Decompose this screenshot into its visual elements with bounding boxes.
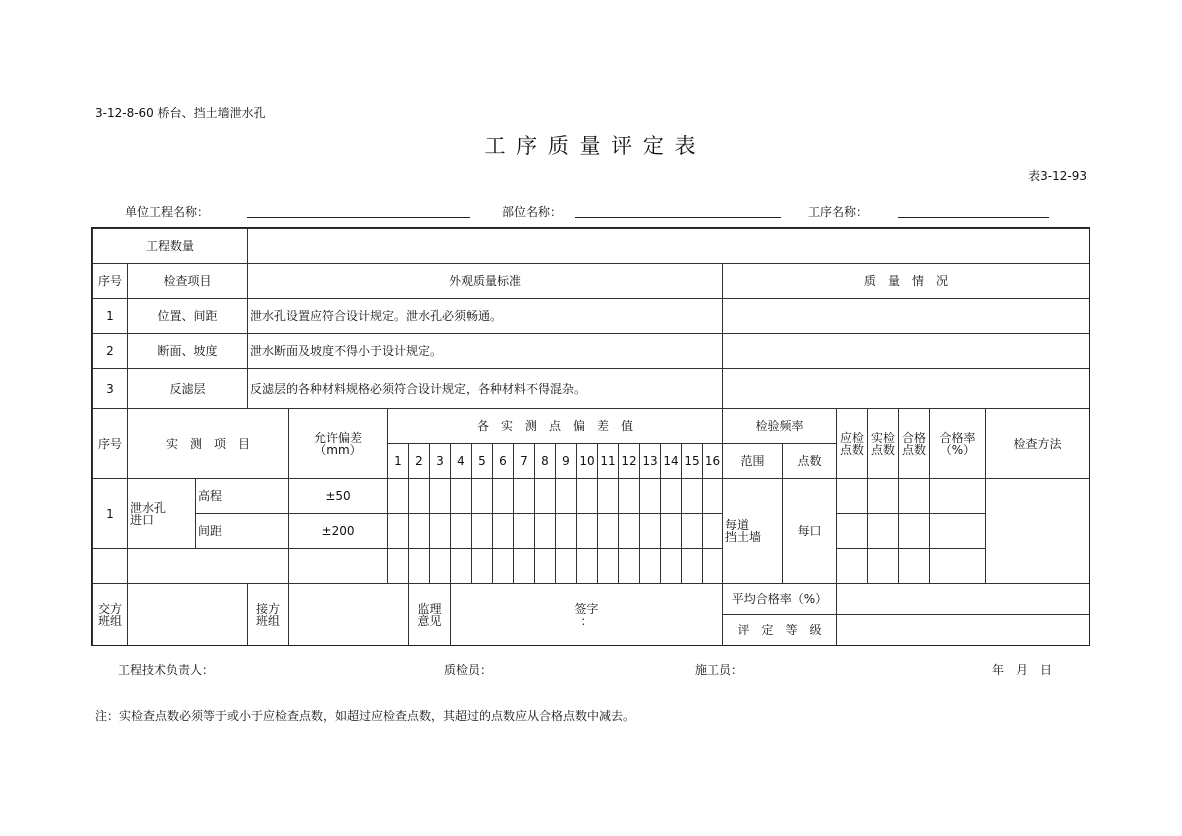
count-cell[interactable] xyxy=(929,513,986,549)
process-name-label: 工序名称： xyxy=(808,205,869,219)
point-number-header-text: 13 xyxy=(642,454,658,468)
supervisor-sign-cell-text: 签字 ： xyxy=(574,601,599,628)
point-number-header-text: 12 xyxy=(621,454,637,468)
appearance-seq-text: 1 xyxy=(106,309,114,323)
inspector-label: 质检员： xyxy=(444,663,493,677)
deviation-header xyxy=(387,408,723,444)
deviation-cell[interactable] xyxy=(450,513,472,549)
point-number-header xyxy=(639,443,661,479)
deviation-cell[interactable] xyxy=(576,513,598,549)
deviation-cell[interactable] xyxy=(387,478,409,514)
point-number-header xyxy=(597,443,619,479)
point-number-header-text: 7 xyxy=(520,454,528,468)
point-number-header-text: 9 xyxy=(562,454,570,468)
measure-item xyxy=(195,513,289,549)
avg-pass-rate-value[interactable] xyxy=(836,583,1090,615)
deviation-cell[interactable] xyxy=(408,478,430,514)
deviation-cell[interactable] xyxy=(618,548,640,584)
deviation-cell[interactable] xyxy=(597,513,619,549)
deviation-cell[interactable] xyxy=(471,513,493,549)
point-number-header xyxy=(576,443,598,479)
measure-item-header xyxy=(127,408,289,479)
deviation-cell[interactable] xyxy=(597,478,619,514)
count-cell[interactable] xyxy=(867,513,899,549)
point-count-header xyxy=(782,443,837,479)
deviation-cell[interactable] xyxy=(576,478,598,514)
point-number-header-text: 3 xyxy=(436,454,444,468)
measure-group-text: 泄水孔 进口 xyxy=(130,500,167,527)
appearance-standard xyxy=(247,298,723,334)
count-cell[interactable] xyxy=(836,478,868,514)
point-number-header-text: 14 xyxy=(663,454,679,468)
deviation-cell[interactable] xyxy=(555,513,577,549)
point-number-header xyxy=(471,443,493,479)
tolerance-value-text: ±50 xyxy=(325,489,351,503)
avg-pass-rate-label xyxy=(722,583,837,615)
supervisor-label-text: 监理 意见 xyxy=(417,601,442,628)
measure-seq-empty xyxy=(92,548,128,584)
count-cell[interactable] xyxy=(867,548,899,584)
appearance-standard-text: 泄水断面及坡度不得小于设计规定。 xyxy=(250,344,443,358)
freq-points-text: 每口 xyxy=(797,524,822,538)
deviation-header-text: 各 实 测 点 偏 差 值 xyxy=(476,419,633,433)
appearance-standard-text: 泄水孔设置应符合设计规定。泄水孔必须畅通。 xyxy=(250,309,503,323)
tolerance-value xyxy=(288,513,388,549)
deviation-cell[interactable] xyxy=(618,513,640,549)
receiver-cell[interactable] xyxy=(288,583,409,646)
deviation-cell[interactable] xyxy=(429,548,451,584)
point-number-header xyxy=(555,443,577,479)
measure-item xyxy=(195,478,289,514)
point-number-header xyxy=(681,443,703,479)
tech-lead-label: 工程技术负责人： xyxy=(118,663,215,677)
appearance-seq xyxy=(92,333,128,369)
grade-label-text: 评 定 等 级 xyxy=(737,623,822,637)
point-number-header-text: 2 xyxy=(415,454,423,468)
pass-points-header-text: 合格 点数 xyxy=(901,430,926,457)
quality-status-cell[interactable] xyxy=(722,333,1090,369)
seq-header xyxy=(92,263,128,299)
supervisor-label xyxy=(408,583,451,646)
receiver-label-text: 接方 班组 xyxy=(255,601,280,628)
quality-status-header xyxy=(722,263,1090,299)
process-name-field[interactable] xyxy=(898,217,1049,218)
tolerance-header xyxy=(288,408,388,479)
deviation-cell[interactable] xyxy=(555,548,577,584)
deviation-cell[interactable] xyxy=(534,478,556,514)
tolerance-value xyxy=(288,478,388,514)
count-cell[interactable] xyxy=(836,513,868,549)
deviation-cell[interactable] xyxy=(450,478,472,514)
deviation-cell[interactable] xyxy=(639,513,661,549)
quality-status-header-text: 质 量 情 况 xyxy=(863,274,948,288)
freq-points xyxy=(782,478,837,584)
deviation-cell[interactable] xyxy=(492,513,514,549)
range-header xyxy=(722,443,783,479)
appearance-item-text: 位置、间距 xyxy=(157,309,218,323)
quantity-label xyxy=(92,228,248,264)
point-number-header-text: 6 xyxy=(499,454,507,468)
deviation-cell[interactable] xyxy=(513,513,535,549)
point-number-header-text: 8 xyxy=(541,454,549,468)
deviation-cell[interactable] xyxy=(408,548,430,584)
appearance-item-text: 断面、坡度 xyxy=(157,344,218,358)
point-number-header xyxy=(534,443,556,479)
quantity-label-text: 工程数量 xyxy=(145,239,194,253)
deviation-cell[interactable] xyxy=(597,548,619,584)
point-number-header xyxy=(702,443,723,479)
actual-check-header xyxy=(867,408,899,479)
measure-seq xyxy=(92,478,128,549)
seq-header-text: 序号 xyxy=(97,274,122,288)
appearance-seq-text: 2 xyxy=(106,344,114,358)
count-cell[interactable] xyxy=(929,548,986,584)
count-cell[interactable] xyxy=(898,513,930,549)
deviation-cell[interactable] xyxy=(681,548,703,584)
freq-range xyxy=(722,478,783,584)
deviation-cell[interactable] xyxy=(513,548,535,584)
point-number-header xyxy=(660,443,682,479)
count-cell[interactable] xyxy=(836,548,868,584)
count-cell[interactable] xyxy=(898,548,930,584)
deviation-cell[interactable] xyxy=(450,548,472,584)
appearance-standard-text: 反滤层的各种材料规格必须符合设计规定，各种材料不得混杂。 xyxy=(250,381,587,396)
range-header-text: 范围 xyxy=(740,454,765,468)
deviation-cell[interactable] xyxy=(702,548,723,584)
quality-status-cell[interactable] xyxy=(722,368,1090,409)
should-check-header-text: 应检 点数 xyxy=(839,430,864,457)
point-number-header-text: 1 xyxy=(394,454,402,468)
point-number-header-text: 11 xyxy=(600,454,616,468)
handover-cell[interactable] xyxy=(127,583,248,646)
deviation-cell[interactable] xyxy=(408,513,430,549)
measure-item-text: 间距 xyxy=(198,524,223,538)
freq-header xyxy=(722,408,837,444)
appearance-standard-header xyxy=(247,263,723,299)
freq-header-text: 检验频率 xyxy=(755,419,804,433)
handover-label xyxy=(92,583,128,646)
count-cell[interactable] xyxy=(898,478,930,514)
receiver-label xyxy=(247,583,289,646)
point-number-header-text: 5 xyxy=(478,454,486,468)
point-number-header-text: 4 xyxy=(457,454,465,468)
appearance-seq xyxy=(92,368,128,409)
deviation-cell[interactable] xyxy=(639,548,661,584)
appearance-item xyxy=(127,333,248,369)
deviation-cell[interactable] xyxy=(429,513,451,549)
point-number-header xyxy=(387,443,409,479)
measure-seq-header xyxy=(92,408,128,479)
supervisor-sign-cell[interactable] xyxy=(450,583,723,646)
deviation-cell[interactable] xyxy=(702,513,723,549)
deviation-cell[interactable] xyxy=(555,478,577,514)
measure-seq-header-text: 序号 xyxy=(97,436,122,451)
quantity-value-cell[interactable] xyxy=(247,228,1090,264)
deviation-cell[interactable] xyxy=(387,513,409,549)
deviation-cell[interactable] xyxy=(471,478,493,514)
count-cell[interactable] xyxy=(929,478,986,514)
measure-item-header-text: 实 测 项 目 xyxy=(165,436,250,451)
point-number-header xyxy=(450,443,472,479)
avg-pass-rate-label-text: 平均合格率（%） xyxy=(731,592,828,606)
appearance-item xyxy=(127,368,248,409)
pass-points-header xyxy=(898,408,930,479)
deviation-cell[interactable] xyxy=(471,548,493,584)
appearance-item xyxy=(127,298,248,334)
unit-project-field[interactable] xyxy=(247,217,470,218)
appearance-item-text: 反滤层 xyxy=(169,381,206,396)
constructor-label: 施工员： xyxy=(695,663,744,677)
note: 注：实检查点数必须等于或小于应检查点数，如超过应检查点数，其超过的点数应从合格点数中减去。 xyxy=(95,709,636,723)
appearance-standard-header-text: 外观质量标准 xyxy=(448,274,521,288)
appearance-standard xyxy=(247,368,723,409)
point-number-header xyxy=(408,443,430,479)
deviation-cell[interactable] xyxy=(618,478,640,514)
point-number-header-text: 10 xyxy=(579,454,595,468)
point-number-header xyxy=(429,443,451,479)
appearance-seq xyxy=(92,298,128,334)
check-item-header xyxy=(127,263,248,299)
method-header-text: 检查方法 xyxy=(1013,436,1062,451)
grade-label xyxy=(722,614,837,646)
tolerance-empty[interactable] xyxy=(288,548,388,584)
deviation-cell[interactable] xyxy=(387,548,409,584)
deviation-cell[interactable] xyxy=(513,478,535,514)
deviation-cell[interactable] xyxy=(660,513,682,549)
point-number-header-text: 16 xyxy=(704,454,721,468)
deviation-cell[interactable] xyxy=(429,478,451,514)
unit-project-label: 单位工程名称： xyxy=(125,205,210,219)
tolerance-value-text: ±200 xyxy=(321,524,355,538)
deviation-cell[interactable] xyxy=(492,548,514,584)
count-cell[interactable] xyxy=(867,478,899,514)
measure-group xyxy=(127,478,196,549)
deviation-cell[interactable] xyxy=(681,513,703,549)
deviation-cell[interactable] xyxy=(702,478,723,514)
date-label: 年 月 日 xyxy=(992,663,1053,677)
point-number-header xyxy=(618,443,640,479)
pass-rate-header xyxy=(929,408,986,479)
actual-check-header-text: 实检 点数 xyxy=(870,430,895,457)
deviation-cell[interactable] xyxy=(660,548,682,584)
method-cell[interactable] xyxy=(985,478,1090,584)
quality-status-cell[interactable] xyxy=(722,298,1090,334)
deviation-cell[interactable] xyxy=(576,548,598,584)
check-item-header-text: 检查项目 xyxy=(163,274,212,288)
method-header xyxy=(985,408,1090,479)
form-code: 3-12-8-60 桥台、挡土墙泄水孔 xyxy=(95,106,266,120)
handover-label-text: 交方 班组 xyxy=(97,601,122,628)
measure-item-empty[interactable] xyxy=(127,548,289,584)
part-name-field[interactable] xyxy=(575,217,781,218)
should-check-header xyxy=(836,408,868,479)
point-number-header-text: 15 xyxy=(684,454,700,468)
point-count-header-text: 点数 xyxy=(797,454,822,468)
tolerance-header-text: 允许偏差 （mm） xyxy=(313,430,362,457)
grade-value[interactable] xyxy=(836,614,1090,646)
deviation-cell[interactable] xyxy=(660,478,682,514)
deviation-cell[interactable] xyxy=(534,548,556,584)
deviation-cell[interactable] xyxy=(492,478,514,514)
table-number: 表3-12-93 xyxy=(1028,169,1087,183)
measure-seq-text: 1 xyxy=(106,506,114,521)
deviation-cell[interactable] xyxy=(639,478,661,514)
point-number-header xyxy=(492,443,514,479)
deviation-cell[interactable] xyxy=(534,513,556,549)
point-number-header xyxy=(513,443,535,479)
appearance-seq-text: 3 xyxy=(106,381,114,396)
page-title: 工 序 质 量 评 定 表 xyxy=(484,134,698,158)
part-name-label: 部位名称： xyxy=(502,205,563,219)
appearance-standard xyxy=(247,333,723,369)
freq-range-text: 每道 挡土墙 xyxy=(725,518,762,544)
deviation-cell[interactable] xyxy=(681,478,703,514)
measure-item-text: 高程 xyxy=(198,489,223,503)
pass-rate-header-text: 合格率 （%） xyxy=(939,430,976,457)
